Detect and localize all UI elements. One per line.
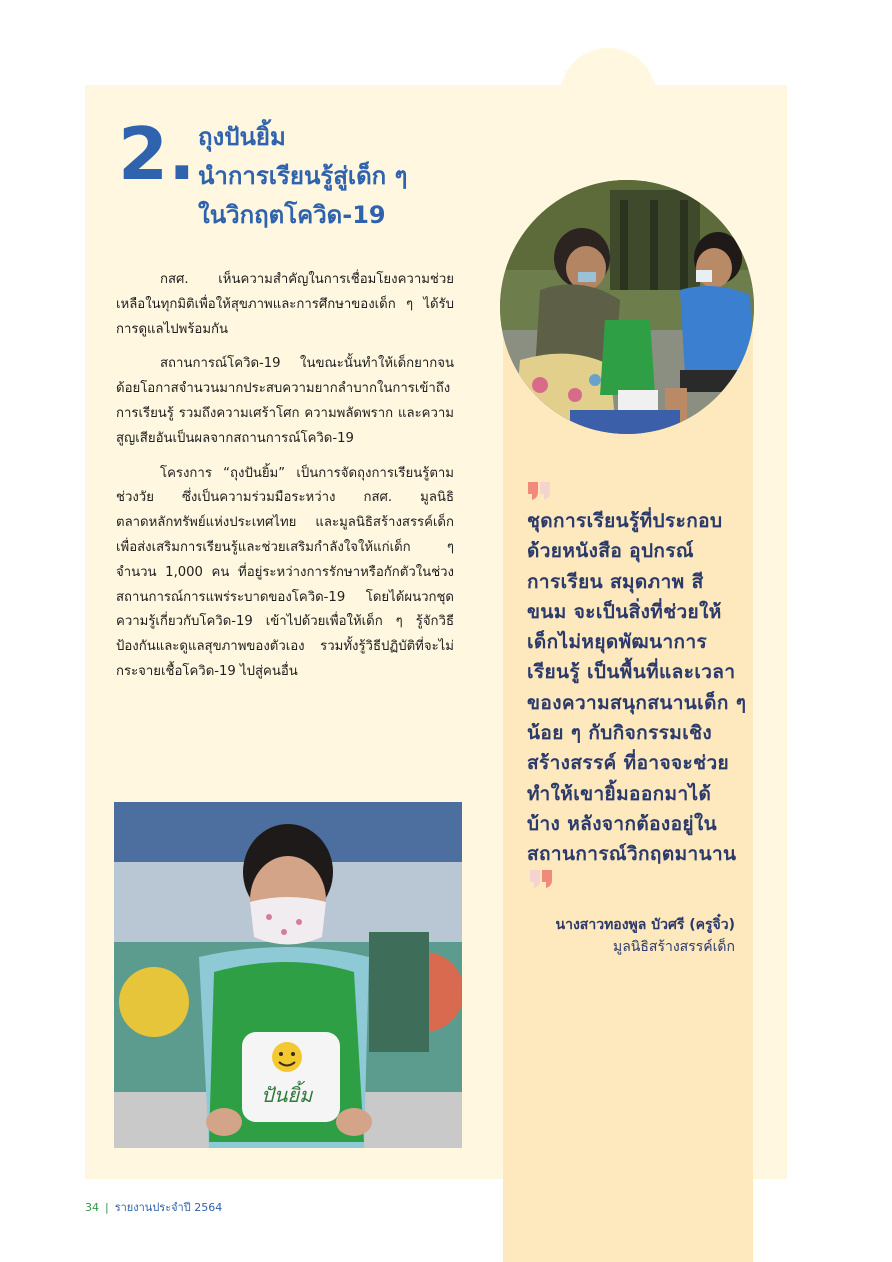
quote-line: เรียนรู้ เป็นพื้นที่และเวลา — [527, 661, 736, 684]
section-title — [198, 118, 478, 235]
title-line: นำการเรียนรู้สู่เด็ก ๆ — [198, 162, 408, 190]
quote-line: การเรียน สมุดภาพ สี — [527, 570, 704, 593]
quote-line: ทำให้เขายิ้มออกมาได้ — [527, 782, 712, 805]
girl-with-bag-photo — [114, 802, 462, 1148]
page-number: 34 — [85, 1201, 99, 1214]
quote-line: ด้วยหนังสือ อุปกรณ์ — [527, 540, 694, 563]
bag-print-text: ปันยิ้ม — [261, 1085, 313, 1107]
quote-line: ขนม จะเป็นสิ่งที่ช่วยให้ — [527, 600, 722, 623]
quote-line: บ้าง หลังจากต้องอยู่ใน — [527, 812, 718, 835]
pull-quote — [527, 506, 747, 870]
title-line: ถุงปันยิ้ม — [198, 123, 286, 151]
report-title: รายงานประจำปี 2564 — [114, 1201, 223, 1214]
author-name: นางสาวทองพูล บัวศรี (ครูจิ๋ว) — [555, 917, 735, 933]
page-footer — [85, 1198, 222, 1216]
title-line: ในวิกฤตโควิด-19 — [198, 201, 386, 229]
quote-line: สถานการณ์วิกฤตมานาน — [527, 843, 737, 866]
author-organization: มูลนิธิสร้างสรรค์เด็ก — [613, 939, 735, 955]
body-text — [116, 268, 454, 695]
quote-line: สร้างสรรค์ ที่อาจจะช่วย — [527, 752, 730, 775]
quote-line: น้อย ๆ กับกิจกรรมเชิง — [527, 722, 713, 745]
quote-line: ชุดการเรียนรู้ที่ประกอบ — [527, 510, 723, 532]
open-quote-icon — [526, 480, 554, 502]
section-number: 2. — [118, 112, 196, 196]
quote-attribution — [510, 914, 735, 958]
footer-separator: | — [105, 1201, 109, 1214]
quote-line: เด็กไม่หยุดพัฒนาการ — [527, 631, 708, 654]
body-paragraph: โครงการ “ถุงปันยิ้ม” เป็นการจัดถุงการเรียนรู้ตามช่วงวัย ซึ่งเป็นความร่วมมือระหว่าง กสศ. มูลนิธิตลาดหลักทรัพย์แห่งประเทศไทย และมูลนิธิสร้างสรรค์เด็ก เพื่อส่งเสริมการเรียนรู้และช่วยเสริมกำลังใจให้แก่เด็ก ๆ จำนวน 1,000 คน ที่อยู่ระหว่างการรักษาหรือกักตัวในช่วงสถานการณ์การแพร่ระบาดของโควิด-19 โดยได้ผนวกชุดความรู้เกี่ยวกับโควิด-19 เข้าไปด้วยเพื่อให้เด็ก ๆ รู้จักวิธีป้องกันและดูแลสุขภาพของตัวเอง รวมทั้งรู้วิธีปฏิบัติที่จะไม่กระจายเชื้อโควิด-19 ไปสู่คนอื่น — [116, 465, 454, 679]
quote-line: ของความสนุกสนานเด็ก ๆ — [527, 691, 747, 714]
teacher-child-photo — [500, 180, 754, 434]
close-quote-icon — [526, 868, 554, 890]
body-paragraph: กสศ. เห็นความสำคัญในการเชื่อมโยงความช่วยเหลือในทุกมิติเพื่อให้สุขภาพและการศึกษาของเด็ก ๆ ได้รับการดูแลไปพร้อมกัน — [116, 272, 454, 337]
body-paragraph: สถานการณ์โควิด-19 ในขณะนั้นทำให้เด็กยากจนด้อยโอกาสจำนวนมากประสบความยากลำบากในการเข้าถึงการเรียนรู้ รวมถึงความเศร้าโศก ความพลัดพราก และความสูญเสียอันเป็นผลจากสถานการณ์โควิด-19 — [116, 356, 454, 446]
